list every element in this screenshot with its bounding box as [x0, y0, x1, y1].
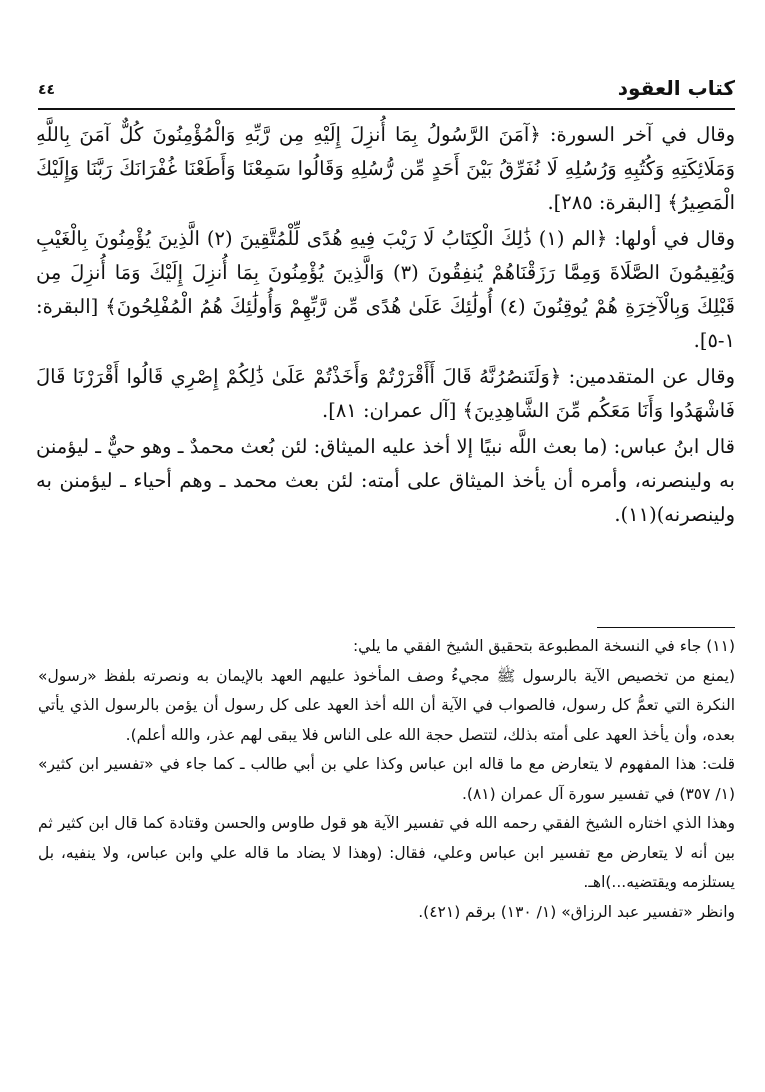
paragraph-predecessors: وقال عن المتقدمين: ﴿وَلَتَنصُرُنَّهُ قَالَ أَأَقْرَرْتُمْ وَأَخَذْتُمْ عَلَىٰ ذَٰلِكُمْ إِصْرِي قَالُوا أَقْرَرْنَا قَالَ فَاشْهَدُوا وَأَنَا مَعَكُم مِّنَ الشَّاهِدِينَ﴾ [آل عمران: ٨١].: [36, 365, 735, 422]
footnote-reference: وانظر «تفسير عبد الرزاق» (١/ ١٣٠) برقم (٤٢١).: [418, 902, 735, 921]
paragraph-surah-beginning: وقال في أولها: ﴿الم (١) ذَٰلِكَ الْكِتَابُ لَا رَيْبَ فِيهِ هُدًى لِّلْمُتَّقِينَ (٢) الَّذِينَ يُؤْمِنُونَ بِالْغَيْبِ وَيُقِيمُونَ الصَّلَاةَ وَمِمَّا رَزَقْنَاهُمْ يُنفِقُونَ (٣) وَالَّذِينَ يُؤْمِنُونَ بِمَا أُنزِلَ إِلَيْكَ وَمَا أُنزِلَ مِن قَبْلِكَ وَبِالْآخِرَةِ هُمْ يُوقِنُونَ (٤) أُولَٰئِكَ عَلَىٰ هُدًى مِّن رَّبِّهِمْ وَأُولَٰئِكَ هُمُ الْمُفْلِحُونَ﴾ [البقرة: ١-٥].: [36, 227, 735, 352]
header-divider: [38, 108, 735, 110]
page-header: [38, 76, 735, 106]
running-title: كتاب العقود: [617, 76, 735, 100]
paragraph-surah-end: وقال في آخر السورة: ﴿آمَنَ الرَّسُولُ بِمَا أُنزِلَ إِلَيْهِ مِن رَّبِّهِ وَالْمُؤْمِنُونَ كُلٌّ آمَنَ بِاللَّهِ وَمَلَائِكَتِهِ وَكُتُبِهِ وَرُسُلِهِ لَا نُفَرِّقُ بَيْنَ أَحَدٍ مِّن رُّسُلِهِ وَقَالُوا سَمِعْنَا وَأَطَعْنَا غُفْرَانَكَ رَبَّنَا وَإِلَيْكَ الْمَصِيرُ﴾ [البقرة: ٢٨٥].: [36, 123, 735, 214]
footnotes: [38, 632, 735, 927]
footnote-intro: (١١) جاء في النسخة المطبوعة بتحقيق الشيخ الفقي ما يلي:: [352, 637, 735, 655]
main-text: [36, 118, 735, 532]
footnote-comment: قلت: هذا المفهوم لا يتعارض مع ما قاله ابن عباس وكذا علي بن أبي طالب ـ كما جاء في «تفسير ابن كثير» (١/ ٣٥٧) في تفسير سورة آل عمران (٨١).: [38, 755, 735, 803]
footnote-ibn-kathir: وهذا الذي اختاره الشيخ الفقي رحمه الله في تفسير الآية هو قول طاوس والحسن وقتادة كما قال ابن كثير ثم بين أنه لا يتعارض مع تفسير ابن عباس وعلي، فقال: (وهذا لا يضاد ما قاله علي وابن عباس، ولا ينفيه، بل يستلزمه ويقتضيه...)اهـ.: [38, 814, 735, 891]
page-number: ٤٤: [38, 82, 56, 98]
paragraph-ibn-abbas: قال ابنُ عباس: (ما بعث اللَّه نبيًا إلا أخذ عليه الميثاق: لئن بُعث محمدٌ ـ وهو حيٌّ ـ ليؤمنن به ولينصرنه، وأمره أن يأخذ الميثاق على أمته: لئن بعث محمد ـ وهم أحياء ـ ليؤمنن به ولينصرنه)(١١).: [36, 435, 735, 526]
footnote-quote: (يمنع من تخصيص الآية بالرسول ﷺ مجيءُ وصف المأخوذ عليهم العهد بالإيمان به ونصرته بلفظ «رسول» النكرة التي تعمُّ كل رسول، فالصواب في الآية أن الله أخذ العهد على كل رسول أن يؤمن بالرسول الذي يأتي بعده، وأن يأخذ العهد على أمته بذلك، لتتصل حجة الله على الناس فلا يبقى لهم عذر، والله أعلم).: [38, 666, 735, 744]
footnote-separator: [597, 627, 735, 628]
